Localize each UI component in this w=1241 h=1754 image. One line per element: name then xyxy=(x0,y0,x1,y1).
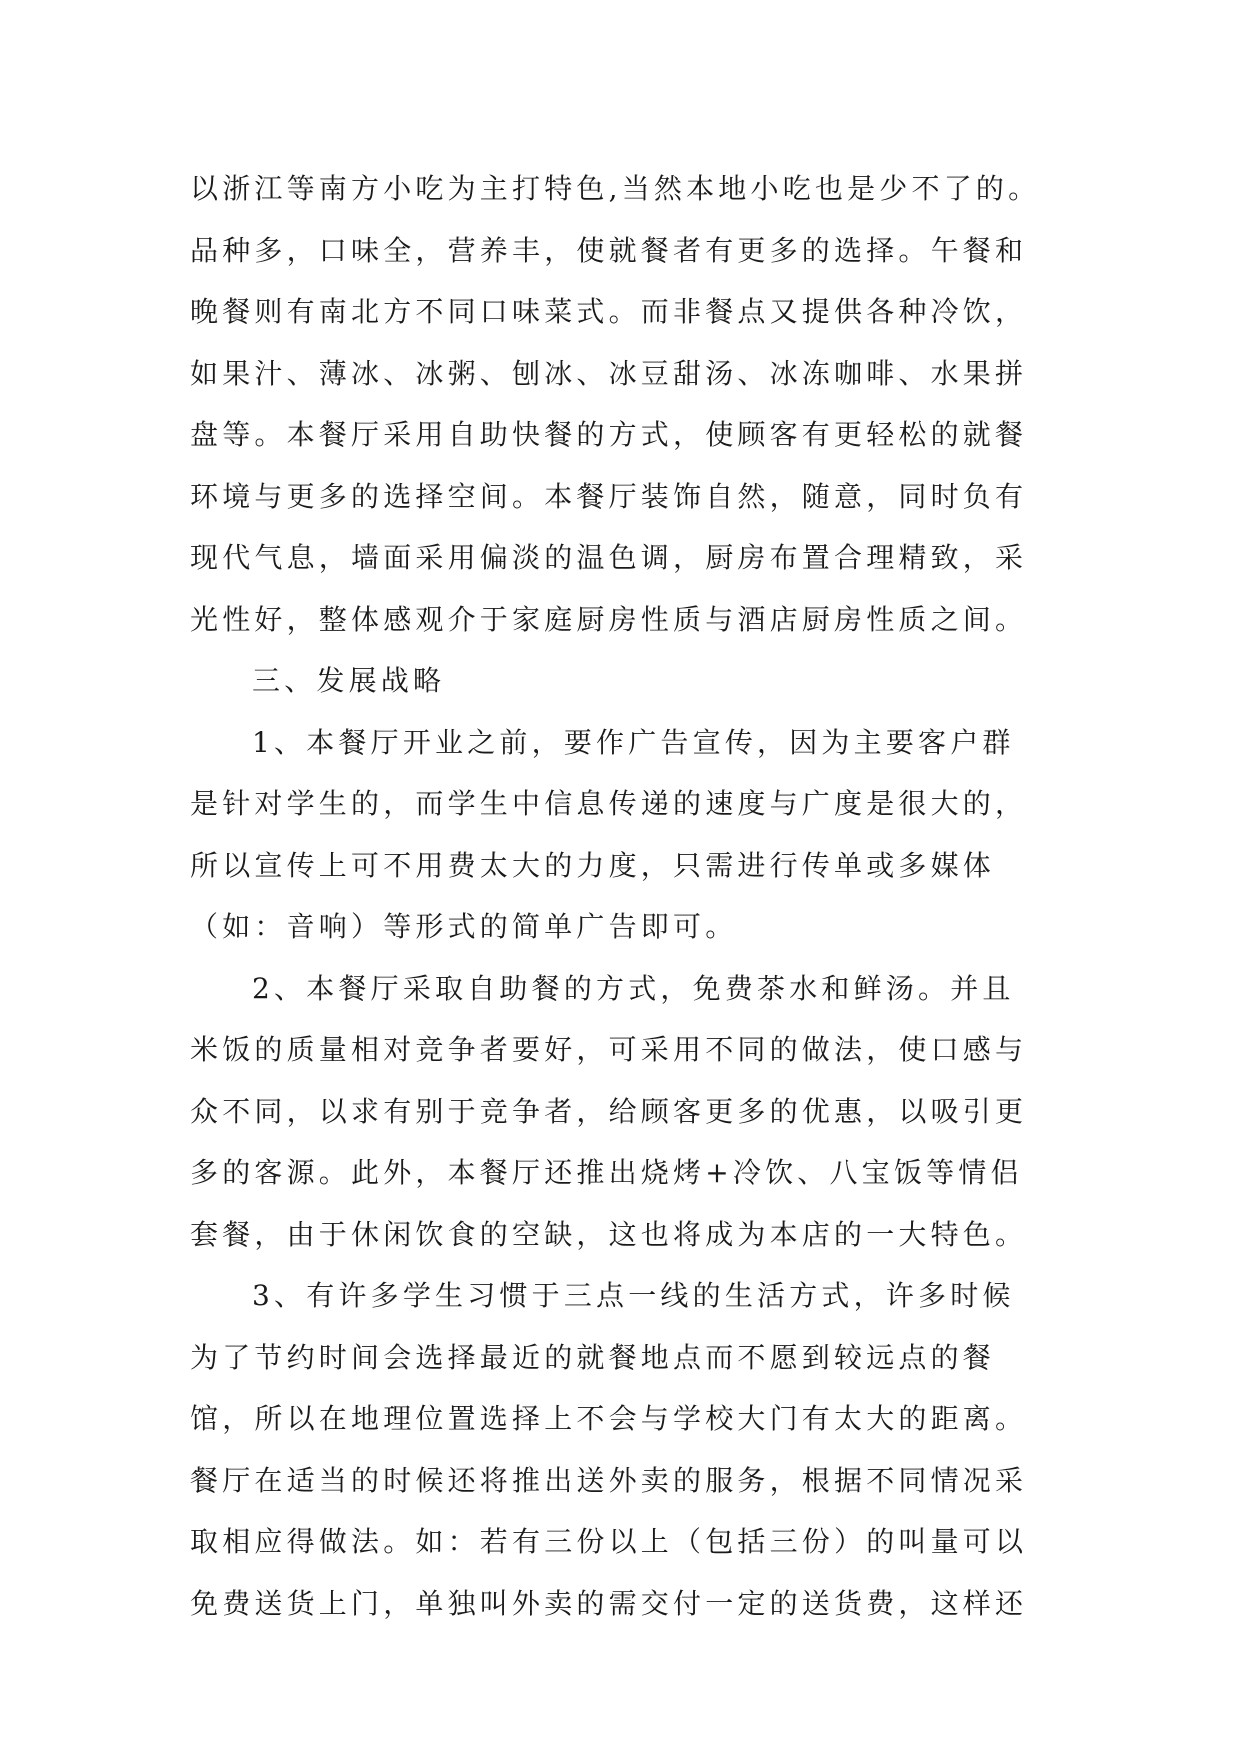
text-line: 米饭的质量相对竞争者要好，可采用不同的做法，使口感与 xyxy=(190,1033,1028,1066)
text-line: （如：音响）等形式的简单广告即可。 xyxy=(190,910,738,943)
text-line: 如果汁、薄冰、冰粥、刨冰、冰豆甜汤、冰冻咖啡、水果拼 xyxy=(190,356,1028,390)
text-line: 餐厅在适当的时候还将推出送外卖的服务，根据不同情况采 xyxy=(190,1463,1028,1497)
text-line: 光性好，整体感观介于家庭厨房性质与酒店厨房性质之间。 xyxy=(190,602,1028,636)
text-line: 套餐，由于休闲饮食的空缺，这也将成为本店的一大特色。 xyxy=(190,1217,1028,1251)
text-line: 晚餐则有南北方不同口味菜式。而非餐点又提供各种冷饮， xyxy=(190,295,1028,328)
text-line: 3、有许多学生习惯于三点一线的生活方式，许多时候 xyxy=(252,1279,1015,1312)
text-line: 馆，所以在地理位置选择上不会与学校大门有太大的距离。 xyxy=(190,1402,1028,1435)
text-line: 以浙江等南方小吃为主打特色,当然本地小吃也是少不了的。 xyxy=(190,172,1041,205)
text-line: 所以宣传上可不用费太大的力度，只需进行传单或多媒体 xyxy=(190,848,996,882)
text-line: 1、本餐厅开业之前，要作广告宣传，因为主要客户群 xyxy=(252,725,1015,759)
text-line: 众不同，以求有别于竞争者，给顾客更多的优惠，以吸引更 xyxy=(190,1094,1028,1128)
text-line: 现代气息，墙面采用偏淡的温色调，厨房布置合理精致，采 xyxy=(190,541,1028,574)
text-line: 品种多，口味全，营养丰，使就餐者有更多的选择。午餐和 xyxy=(190,233,1028,267)
text-line: 多的客源。此外，本餐厅还推出烧烤+冷饮、八宝饭等情侣 xyxy=(190,1156,1023,1189)
text-line: 盘等。本餐厅采用自助快餐的方式，使顾客有更轻松的就餐 xyxy=(190,418,1028,451)
section-heading: 三、发展战略 xyxy=(252,664,446,697)
text-line: 取相应得做法。如：若有三份以上（包括三份）的叫量可以 xyxy=(190,1525,1028,1558)
text-line: 免费送货上门，单独叫外卖的需交付一定的送货费，这样还 xyxy=(190,1586,1028,1620)
body-text xyxy=(190,158,1090,1634)
text-line: 为了节约时间会选择最近的就餐地点而不愿到较远点的餐 xyxy=(190,1340,996,1374)
text-line: 环境与更多的选择空间。本餐厅装饰自然，随意，同时负有 xyxy=(190,479,1028,513)
text-line: 2、本餐厅采取自助餐的方式，免费茶水和鲜汤。并且 xyxy=(252,971,1015,1005)
text-line: 是针对学生的，而学生中信息传递的速度与广度是很大的， xyxy=(190,787,1028,820)
